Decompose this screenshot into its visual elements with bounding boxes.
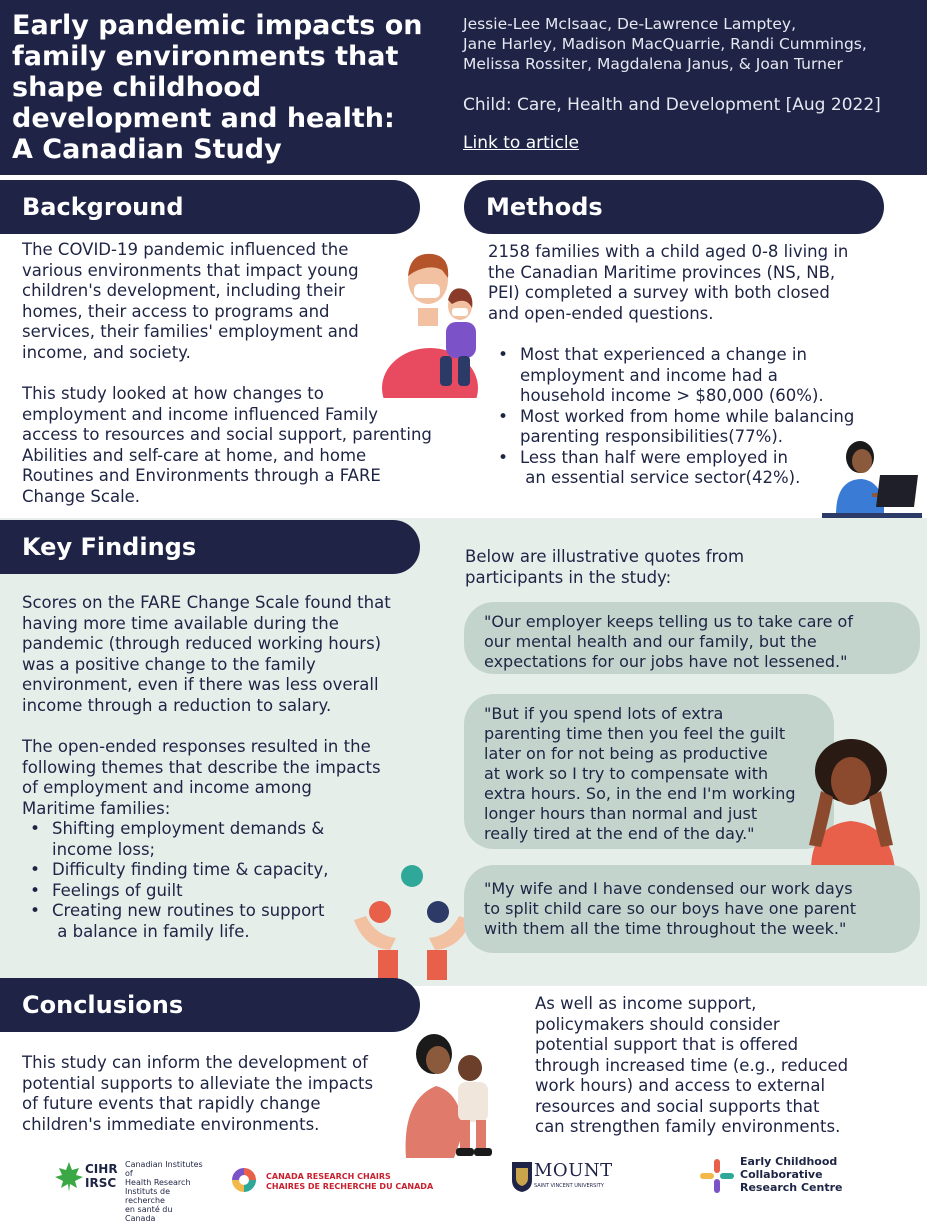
text-line: As well as income support, (535, 994, 757, 1013)
text-line: household income > $80,000 (60%). (520, 386, 824, 405)
key-findings-heading-text: Key Findings (22, 533, 197, 561)
text-line: resources and social supports that (535, 1096, 820, 1116)
methods-heading (464, 180, 884, 234)
text-line: can strengthen family environments. (535, 1117, 841, 1136)
text-line: following themes that describe the impacts (22, 757, 381, 777)
title-line: A Canadian Study (12, 134, 282, 165)
quote-bubble (464, 865, 920, 953)
text-line: expectations for our jobs have not lessened." (484, 652, 848, 671)
text-line: income through a reduction to salary. (22, 695, 332, 715)
text-line: This study can inform the development of (22, 1053, 368, 1072)
text-line: employment and income influenced Family (22, 404, 379, 424)
logo-text-line: Canadian Institutes of (125, 1160, 203, 1178)
methods-bullet (490, 345, 890, 407)
text-line: various environments that impact young (22, 260, 359, 280)
text-line: our mental health and our family, but the (484, 632, 817, 651)
text-line: income loss; (52, 839, 156, 859)
quote-bubble (464, 694, 834, 849)
conclusions-heading-text: Conclusions (22, 991, 184, 1019)
methods-heading-text: Methods (486, 193, 603, 221)
logo-text-line: Research Centre (740, 1181, 843, 1194)
text-line: through increased time (e.g., reduced (535, 1055, 849, 1075)
text-line: an essential service sector(42%). (520, 468, 801, 487)
text-line: to split child care so our boys have one parent (484, 899, 857, 918)
text-line: with them all the time throughout the week." (484, 919, 847, 938)
logo-text-line: en santé du Canada (125, 1205, 173, 1223)
text-line: Routines and Environments through a FARE (22, 466, 381, 485)
text-line: children's immediate environments. (22, 1114, 320, 1134)
background-heading-text: Background (22, 193, 184, 221)
parent-holding-child-illustration (380, 248, 480, 398)
stressed-woman-illustration (795, 735, 910, 870)
text-line: Change Scale. (22, 486, 141, 506)
key-findings-text (22, 593, 432, 819)
text-line: parenting time then you feel the guilt (484, 724, 786, 743)
quotes-intro (465, 547, 885, 588)
text-line: • Less than half were employed in (520, 447, 788, 467)
text-line: pandemic (through reduced working hours) (22, 634, 382, 653)
methods-text (488, 242, 908, 324)
juggling-hands-illustration (350, 858, 475, 980)
text-line: • Shifting employment demands & (52, 819, 325, 838)
conclusions-heading (0, 978, 420, 1032)
logo-text-line: Instituts de recherche (125, 1187, 171, 1205)
text-line: a balance in family life. (52, 921, 250, 941)
title-line: development and health: (12, 103, 395, 134)
journal-citation: Child: Care, Health and Development [Aug 2022] (463, 95, 881, 115)
author-list (463, 14, 923, 74)
text-line: income, and society. (22, 342, 191, 362)
logo-text-line: CANADA RESEARCH CHAIRS (266, 1172, 391, 1181)
text-line: "But if you spend lots of extra (484, 704, 724, 723)
title-line: family environments that (12, 41, 399, 72)
text-line: children's development, including their (22, 281, 345, 300)
text-line: was a positive change to the family (22, 654, 316, 674)
msvu-crest-icon (512, 1162, 532, 1192)
text-line: 2158 families with a child aged 0-8 living in (488, 242, 849, 261)
conclusions-left-text (22, 1053, 402, 1135)
text-line: This study looked at how changes to (22, 384, 324, 403)
text-line: • Most that experienced a change in (520, 345, 807, 364)
text-line: at work so I try to compensate with (484, 764, 769, 783)
poster-title (12, 10, 442, 165)
text-line: potential supports to alleviate the impacts (22, 1073, 374, 1093)
background-text (22, 240, 432, 507)
logo-text-line: Early Childhood (740, 1155, 838, 1168)
woman-laptop-illustration (822, 435, 922, 520)
author-line: Jessie-Lee McIsaac, De-Lawrence Lamptey, (463, 15, 797, 33)
text-line: homes, their access to programs and (22, 301, 330, 321)
msvu-name-text: MOUNT (534, 1160, 613, 1181)
text-line: • Difficulty finding time & capacity, (52, 860, 329, 879)
text-line: and open-ended questions. (488, 303, 714, 323)
text-line: environment, even if there was less overall (22, 675, 379, 694)
crc-emblem-icon (232, 1168, 256, 1192)
text-line: The COVID-19 pandemic influenced the (22, 240, 349, 259)
text-line: of future events that rapidly change (22, 1094, 321, 1113)
theme-item (22, 860, 362, 881)
text-line: The open-ended responses resulted in the (22, 737, 371, 756)
logo-text-line: Health Research (125, 1178, 191, 1187)
text-line: services, their families' employment and (22, 322, 359, 341)
text-line: • Creating new routines to support (52, 901, 325, 920)
logo-text-line: Collaborative (740, 1168, 823, 1181)
text-line: having more time available during the (22, 613, 339, 633)
conclusions-right-text (535, 994, 915, 1138)
text-line: extra hours. So, in the end I'm working (484, 784, 796, 803)
text-line: Below are illustrative quotes from (465, 547, 745, 566)
text-line: • Feelings of guilt (52, 880, 183, 900)
quote-bubble (464, 602, 920, 674)
text-line: participants in the study: (465, 567, 672, 587)
msvu-subtitle-text: SAINT VINCENT UNIVERSITY (534, 1183, 604, 1189)
ecc-star-icon (700, 1159, 734, 1193)
text-line: Scores on the FARE Change Scale found that (22, 593, 391, 612)
text-line: longer hours than normal and just (484, 804, 758, 823)
canada-research-chairs-logo (232, 1168, 432, 1196)
article-link[interactable]: Link to article (463, 133, 580, 153)
text-line: • Most worked from home while balancing (520, 406, 855, 426)
text-line: potential support that is offered (535, 1035, 799, 1054)
maple-leaf-icon (55, 1162, 83, 1192)
theme-item (22, 819, 362, 860)
author-line: Jane Harley, Madison MacQuarrie, Randi Cummings, (463, 35, 867, 53)
msvu-logo (512, 1162, 612, 1196)
logo-text-line: CHAIRES DE RECHERCHE DU CANADA (266, 1182, 434, 1191)
text-line: policymakers should consider (535, 1014, 780, 1034)
mother-child-hug-illustration (400, 1030, 510, 1158)
text-line: "My wife and I have condensed our work days (484, 879, 853, 898)
text-line: PEI) completed a survey with both closed (488, 283, 830, 302)
text-line: access to resources and social support, parenting (22, 425, 432, 444)
key-findings-heading (0, 520, 420, 574)
text-line: "Our employer keeps telling us to take care of (484, 612, 853, 631)
text-line: of employment and income among (22, 778, 312, 797)
theme-item (22, 901, 362, 942)
text-line: Abilities and self-care at home, and home (22, 445, 367, 465)
title-line: Early pandemic impacts on (12, 10, 423, 41)
text-line: later on for not being as productive (484, 744, 768, 763)
cihr-logo (55, 1160, 205, 1223)
text-line: really tired at the end of the day." (484, 824, 755, 843)
ecc-logo (700, 1155, 860, 1197)
theme-item (22, 881, 362, 902)
background-heading (0, 180, 420, 234)
themes-list (22, 819, 362, 942)
author-line: Melissa Rossiter, Magdalena Janus, & Joan Turner (463, 55, 843, 73)
irsc-text: IRSC (85, 1176, 117, 1190)
text-line: employment and income had a (520, 365, 778, 385)
text-line: Maritime families: (22, 798, 171, 818)
text-line: work hours) and access to external (535, 1076, 826, 1095)
text-line: parenting responsibilities(77%). (520, 427, 784, 446)
text-line: the Canadian Maritime provinces (NS, NB, (488, 262, 836, 282)
cihr-text: CIHR (85, 1162, 118, 1176)
title-line: shape childhood (12, 72, 262, 103)
